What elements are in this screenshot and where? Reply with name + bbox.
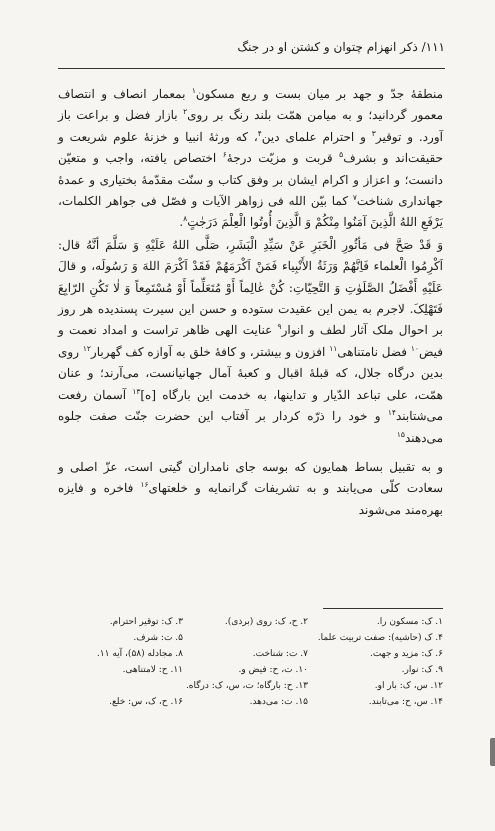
footnote-ref: ۷ — [352, 193, 357, 203]
footnote: ۱۴. س، ح: می‌تابند. — [368, 697, 443, 707]
running-header: ۱۱۱/ ذکر انهزام چتوان و کشتن او در جنگ — [237, 40, 445, 54]
footnote-ref: ۱۰ — [410, 343, 419, 353]
footnote-row — [60, 678, 443, 694]
footnote-ref: ۸ — [183, 214, 188, 224]
footnote-ref: ۱۴ — [387, 408, 396, 418]
footnote: ۱۲. س، ک: بار او. — [374, 681, 443, 691]
header-rule — [58, 68, 445, 69]
footnote: ۸. مجادله (۵۸)، آیه ۱۱. — [96, 649, 183, 659]
footnote-row — [60, 614, 443, 630]
footnote-ref: ۱۱ — [329, 343, 338, 353]
footnote-ref: ۱۲ — [82, 343, 91, 353]
footnote-ref: ۲ — [183, 107, 188, 117]
footnote: ۷. ت: شناخت. — [252, 649, 308, 659]
footnote-ref: ۵ — [339, 150, 344, 160]
footnote: ۹. ک: نوار. — [401, 665, 443, 675]
footnotes — [60, 614, 443, 710]
footnote: ۵. ت: شرف. — [133, 633, 183, 643]
footnote: ۱۳. ح: بارگاه؛ ت، س، ک: درگاه. — [185, 681, 308, 691]
paragraph-1: منطقهٔ جدّ و جهد بر میان بست و ربع مسکون$^۱$ بمعمار انصاف و انتصاف معمور گردانید؛ و به میامن همّت بلند رنگ بر روی$^۲$ بازار فضل و براعت باز آورد. و توقیر$^۳$ و احترام علمای دین$^۴$، که ورثهٔ انبیا و خزنهٔ علوم شریعت و حقیقت‌اند و بشرف$^۵$ قربت و مزیّت درجهٔ$^۶$ اختصاص یافته، واجب و متعیّن دانست؛ و اعزاز و اکرام ایشان بر وفق کتاب و سنّت مقدّمهٔ بختیاری و عمدهٔ جهانداری شناخت$^۷$ کما بیّن الله فی زواهر الآیات و فصّل فی جواهر الکلمات، یَرْفَعِ اللهُ الَّذِینَ آمَنُوا مِنْکُمْ وَ الَّذِینَ أُوتُوا الْعِلْمَ دَرَجٰتٍ$^۸$. — [58, 86, 444, 230]
footnote-rule — [323, 608, 443, 609]
paragraph-2: وَ قَدْ صَحَّ فی مَأثُورِ الْخَبَرِ عَنْ سَیِّدِ الْبَشَرِ، صَلَّی اللهُ عَلَیْهِ وَ سَلَّمَ أنَّهُ قال: اَکْرِمُوا الْعلماء فَاِنَّهُمْ وَرَثَةُ الأَنْبِیاء فَمَنْ اَکْرَمَهُمْ فَقَدْ اَکْرَمَ اللهَ وَ رَسُولَه، و قالَ عَلَیْهِ أَفْضَلُ الصَّلَوٰتِ وَ التَّحِیّاتِ: کُنْ عٰالِماً أَوْ مُتَعَلِّماً أَوْ مُسْتَمِعاً وَ لٰا تَکُنِ الرّابِعَ فَتَهْلِکَ. لاجرم به یمن این عقیدت ستوده و حسن این سیرت پسندیده هر روز بر احوال ملک آثار لطف و انوار$^۹$ عنایت الهی ظاهر تراست و امداد نعمت و فیض$^{۱۰}$ فضل نامتناهی$^{۱۱}$ افزون و بیشتر، و کافهٔ خلق به آوازه کف گهربار$^{۱۲}$ روی بدین درگاه جلال، که قبلهٔ اقبال و کعبهٔ آمال جهانیانست، می‌آرند؛ و عنان همّت، علی تباعد الدّیار و تداینها، به خدمت این بارگاه [ه]$^{۱۳}$ آسمان رفعت می‌شتابند$^{۱۴}$ و خود را ذرّه کردار بر آفتاب این حضرت جنّت صفت جلوه می‌دهند$^{۱۵}$ — [58, 237, 443, 445]
footnote-row — [60, 630, 443, 646]
footnote-ref: ۱۳ — [132, 386, 141, 396]
footnote-ref: ۱ — [191, 86, 196, 95]
paragraph-3: و به تقبیل بساط همایون که بوسه جای نامداران گیتی است، عزّ اصلی و سعادت کلّی می‌یابند و به تشریفات گرانمایه و خلعتهای$^{۱۶}$ فاخره و فایزه بهره‌مند می‌شوند — [58, 459, 443, 517]
footnote: ۴. ک (حاشیه): صفت تربیت علما. — [317, 633, 443, 643]
main-text — [58, 84, 443, 522]
footnote: ۱۶. ح، ک، س: خلع. — [109, 697, 183, 707]
footnote — [60, 678, 183, 694]
footnote-ref: ۹ — [277, 322, 282, 332]
page-edge-tab — [490, 738, 495, 766]
footnote-row — [60, 694, 443, 710]
footnote: ۱۰. ت، ح: فیض و. — [238, 665, 308, 675]
footnote-row — [60, 646, 443, 662]
footnote-row — [60, 662, 443, 678]
footnote-ref: ۱۵ — [396, 429, 405, 439]
footnote: ۱۱. ح: لامتناهی. — [122, 665, 183, 675]
footnote-ref: ۳ — [371, 128, 376, 138]
footnote: ۱۵. ت: می‌دهد. — [249, 697, 308, 707]
footnote: ۲. ح، ک: روی (برذی). — [224, 617, 308, 627]
footnote — [183, 630, 308, 646]
footnote: ۳. ک: توقیر احترام. — [109, 617, 183, 627]
footnote-ref: ۴ — [257, 128, 262, 138]
footnote-ref: ۱۶ — [140, 480, 149, 490]
footnote: ۶. ک: مزید و جهت. — [369, 649, 443, 659]
footnote-ref: ۶ — [222, 150, 227, 160]
footnote: ۱. ک: مسکون را. — [376, 617, 443, 627]
